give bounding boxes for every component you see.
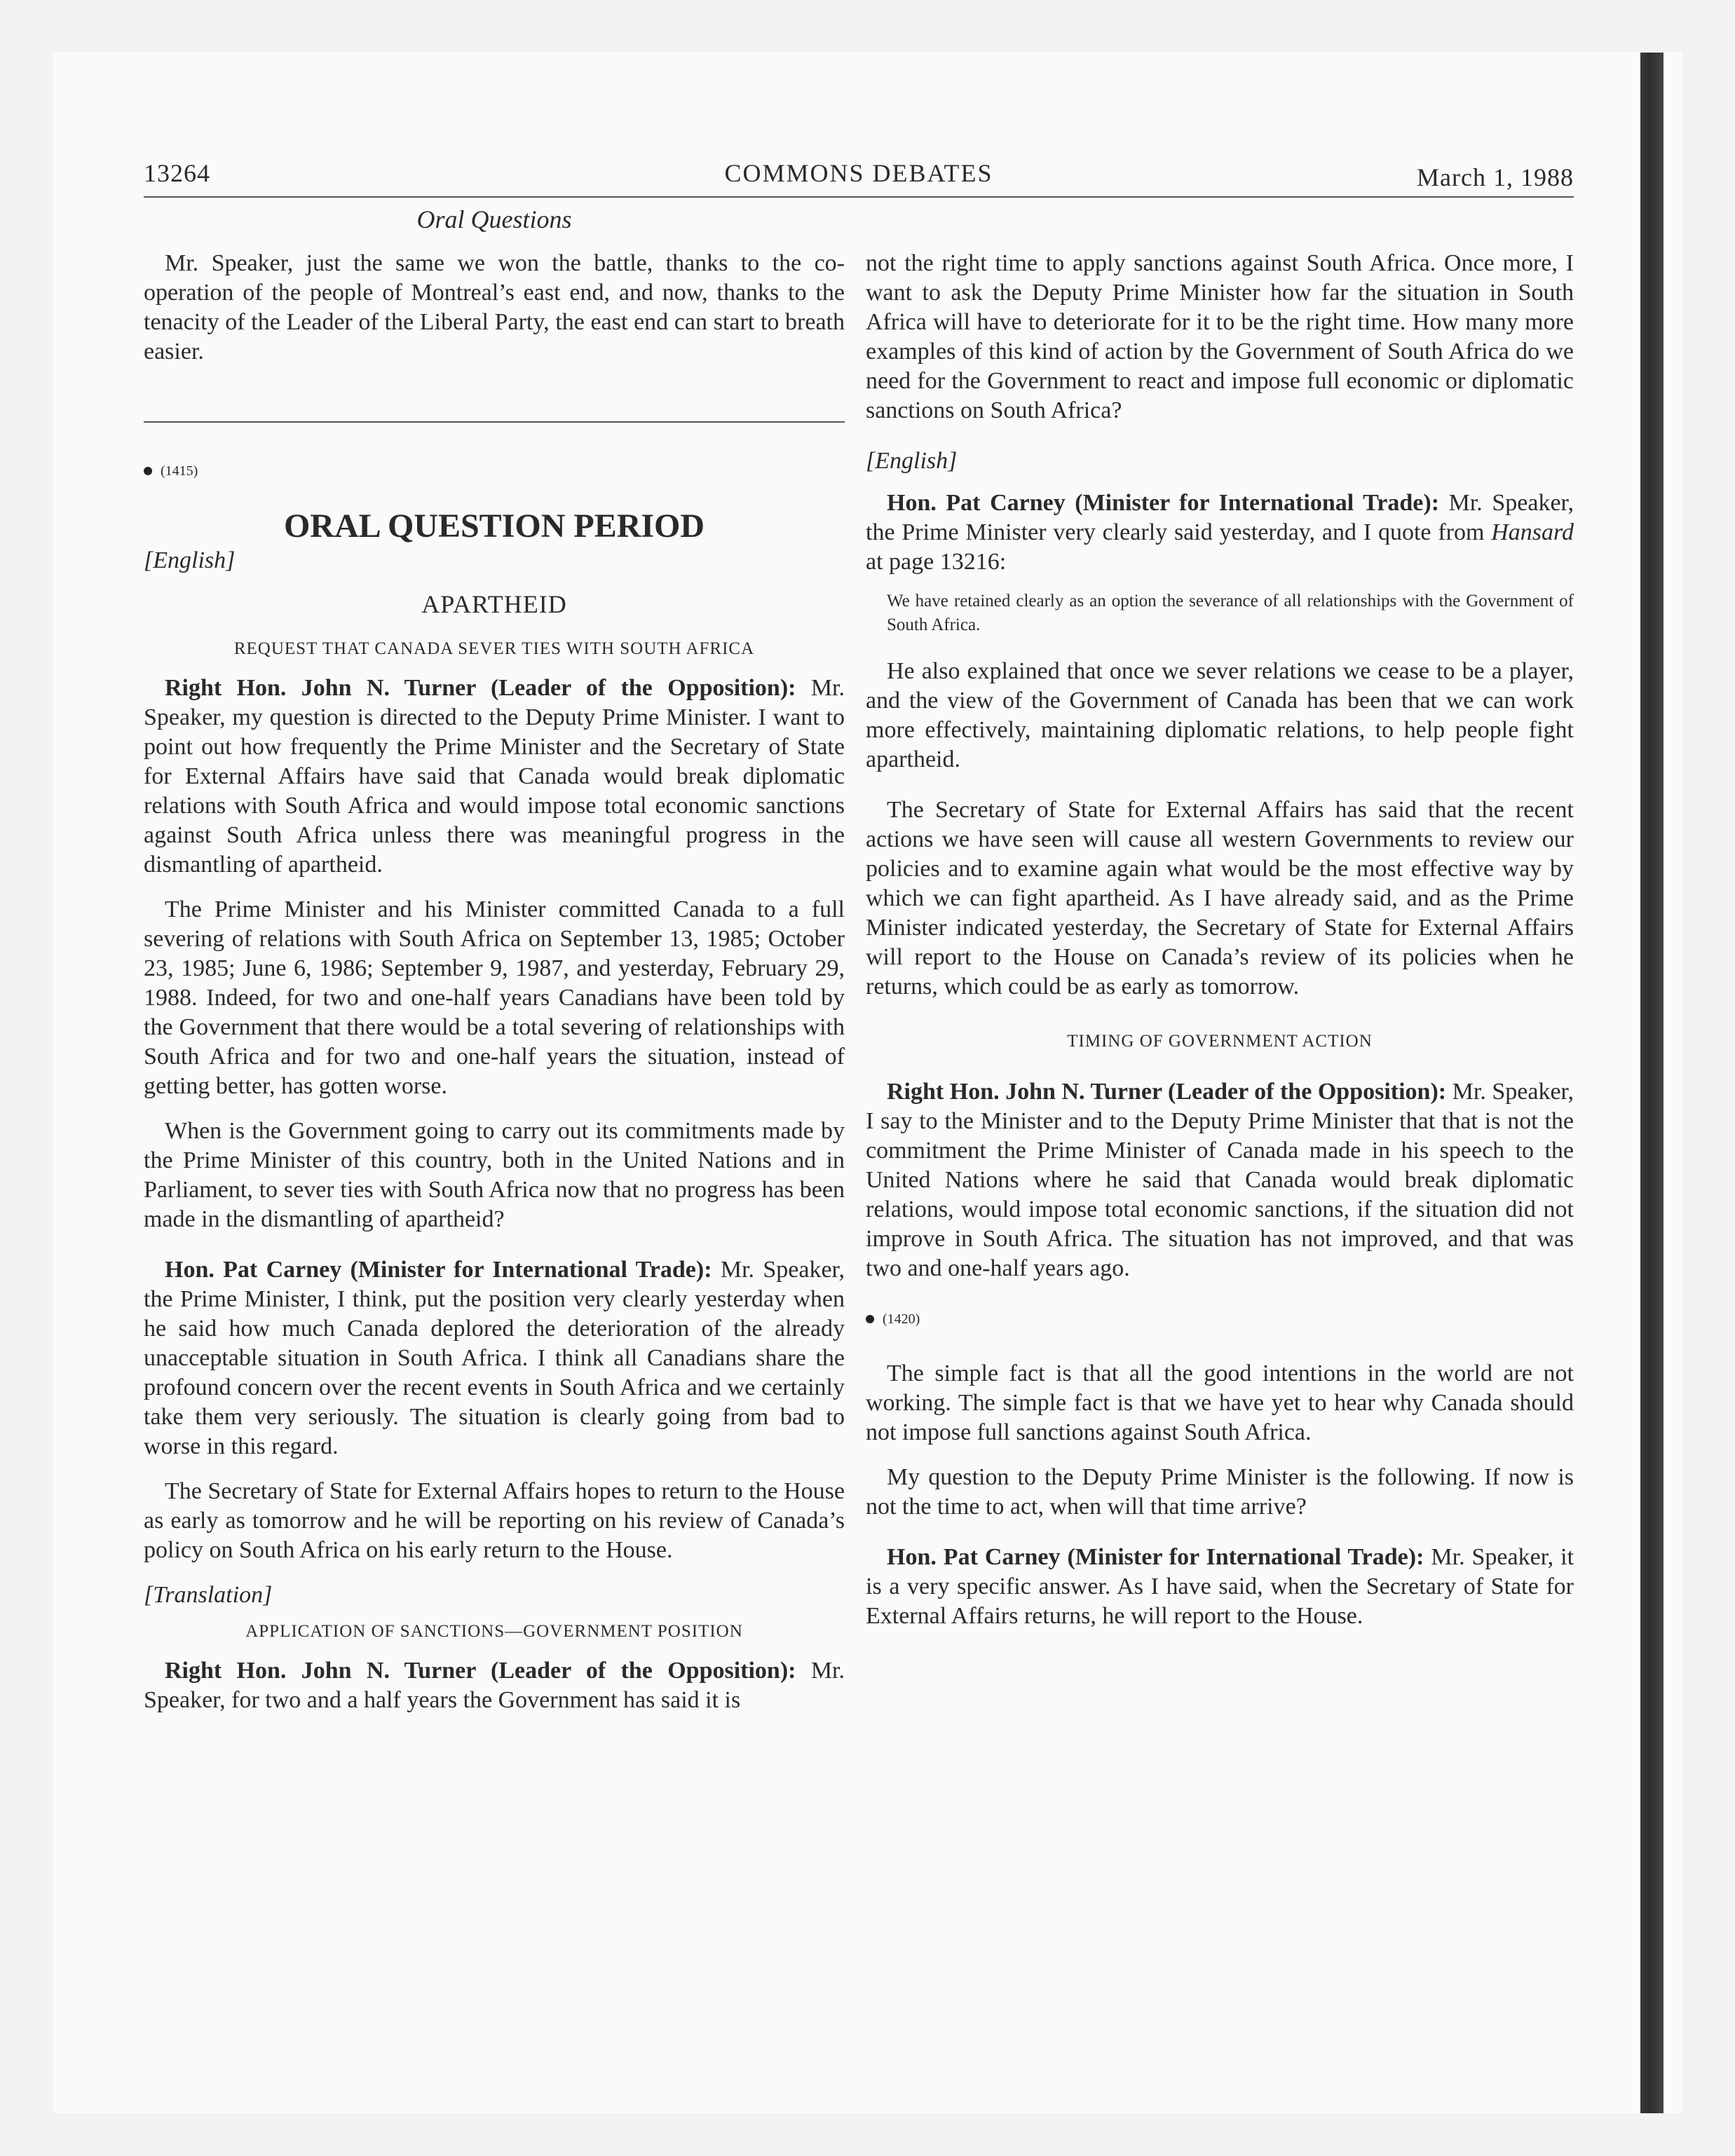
- paragraph: The simple fact is that all the good intentions in the world are not working. The simple fact is that we have yet to hear why Canada should not impose full sanctions against South Africa.: [866, 1360, 1574, 1445]
- language-tag: [Translation]: [144, 1582, 273, 1608]
- time-marker: [866, 1304, 1574, 1334]
- section-divider: [144, 421, 845, 423]
- subtopic-heading: TIMING OF GOVERNMENT ACTION: [1067, 1032, 1373, 1051]
- page-number: 13264: [144, 159, 210, 187]
- paragraph: [144, 1255, 845, 1461]
- hansard-reference: Hansard: [1491, 519, 1574, 545]
- block-quote: We have retained clearly as an option the severance of all relationships with the Government of South Africa.: [887, 592, 1574, 634]
- subtopic-heading: APPLICATION OF SANCTIONS—GOVERNMENT POSITION: [245, 1622, 743, 1641]
- binding-edge: [1640, 53, 1663, 2113]
- bullet-icon: [866, 1315, 874, 1323]
- speech-text: Mr. Speaker, the Prime Minister, I think, put the position very clearly yesterday when he said how much Canada deplored the deterioration of the already unacceptable situation in South Africa. I think all Canadians share the profound concern over the recent events in South Africa and we certainly take them very seriously. The situation is clearly going from bad to worse in this regard.: [144, 1257, 845, 1459]
- speaker-name: Right Hon. John N. Turner (Leader of the Opposition):: [887, 1079, 1447, 1105]
- paragraph: [866, 1543, 1574, 1631]
- section-title: ORAL QUESTION PERIOD: [283, 507, 705, 545]
- language-tag: [English]: [144, 547, 236, 573]
- speaker-name: Hon. Pat Carney (Minister for International Trade):: [165, 1257, 712, 1283]
- running-subheader: Oral Questions: [416, 205, 572, 233]
- time-stamp: (1420): [883, 1311, 920, 1327]
- speech-text: Mr. Speaker, the Prime Minister very clearly said yesterday, and I quote from: [866, 490, 1574, 545]
- speaker-name: Hon. Pat Carney (Minister for International Trade):: [887, 490, 1440, 516]
- time-stamp: (1415): [161, 463, 198, 479]
- paragraph: [144, 1656, 845, 1715]
- speech-text: at page 13216:: [866, 549, 1007, 575]
- paragraph: Mr. Speaker, just the same we won the battle, thanks to the co-operation of the people of Montreal’s east end, and now, thanks to the tenacity of the Leader of the Liberal Party, the east end can start to breath easier.: [144, 250, 845, 364]
- speech-text: Mr. Speaker, I say to the Minister and to the Deputy Prime Minister that that is not the commitment the Prime Minister of Canada made in his speech to the United Nations where he said that Canada would break diplomatic relations, would impose total economic sanctions, if the situation did not improve in South Africa. The situation has not improved, and that was two and one-half years ago.: [866, 1079, 1574, 1281]
- speech-text: Mr. Speaker, it is a very specific answer. As I have said, when the Secretary of State for External Affairs returns, he will report to the House.: [866, 1544, 1574, 1629]
- paragraph: [144, 674, 845, 880]
- speech-text: Mr. Speaker, my question is directed to the Deputy Prime Minister. I want to point out how frequently the Prime Minister and the Secretary of State for External Affairs have said that Canada would break diplomatic relations with South Africa and would impose total economic sanctions against South Africa unless there was meaningful progress in the dismantling of apartheid.: [144, 675, 845, 878]
- left-column: [144, 249, 845, 1715]
- bullet-icon: [144, 467, 152, 475]
- paragraph: [866, 489, 1574, 577]
- language-tag: [English]: [866, 448, 958, 474]
- time-marker: [144, 456, 845, 486]
- speaker-name: Hon. Pat Carney (Minister for International Trade):: [887, 1544, 1424, 1570]
- paragraph: not the right time to apply sanctions against South Africa. Once more, I want to ask the Deputy Prime Minister how far the situation in South Africa will have to deteriorate for it to be the right time. How many more examples of this kind of action by the Government of South Africa do we need for the Government to react and impose full economic or diplomatic sanctions on South Africa?: [866, 250, 1574, 423]
- topic-heading: APARTHEID: [421, 590, 567, 618]
- paragraph: The Prime Minister and his Minister committed Canada to a full severing of relations with South Africa on September 13, 1985; October 23, 1985; June 6, 1986; September 9, 1987, and yesterday, February 29, 1988. Indeed, for two and one-half years Canadians have been told by the Government that there would be a total severing of relationships with South Africa and for two and one-half years the situation, instead of getting better, has gotten worse.: [144, 896, 845, 1099]
- paragraph: My question to the Deputy Prime Minister is the following. If now is not the time to act, when will that time arrive?: [866, 1464, 1574, 1520]
- sitting-date: March 1, 1988: [1417, 163, 1574, 191]
- page-header: [144, 154, 1574, 198]
- speaker-name: Right Hon. John N. Turner (Leader of the Opposition):: [165, 675, 796, 701]
- paragraph: The Secretary of State for External Affairs has said that the recent actions we have seen will cause all western Governments to review our policies and to examine again what would be the most effective way by which we can fight apartheid. As I have already said, and as the Prime Minister indicated yesterday, the Secretary of State for External Affairs will report to the House on Canada’s review of its policies when he returns, which could be as early as tomorrow.: [866, 797, 1574, 999]
- publication-title: COMMONS DEBATES: [724, 159, 993, 187]
- paragraph: When is the Government going to carry out its commitments made by the Prime Minister of this country, both in the United Nations and in Parliament, to sever ties with South Africa now that no progress has been made in the dismantling of apartheid?: [144, 1118, 845, 1232]
- speech-text: Mr. Speaker, for two and a half years the Government has said it is: [144, 1658, 845, 1713]
- paragraph: The Secretary of State for External Affairs hopes to return to the House as early as tomorrow and he will be reporting on his review of Canada’s policy on South Africa on his early return to the House.: [144, 1478, 845, 1563]
- right-column: [866, 249, 1574, 1631]
- subtopic-heading: REQUEST THAT CANADA SEVER TIES WITH SOUTH AFRICA: [233, 639, 755, 658]
- speaker-name: Right Hon. John N. Turner (Leader of the Opposition):: [165, 1658, 796, 1684]
- paragraph: He also explained that once we sever relations we cease to be a player, and the view of the Government of Canada has been that we can work more effectively, maintaining diplomatic relations, to help people fight apartheid.: [866, 658, 1574, 772]
- paragraph: [866, 1077, 1574, 1283]
